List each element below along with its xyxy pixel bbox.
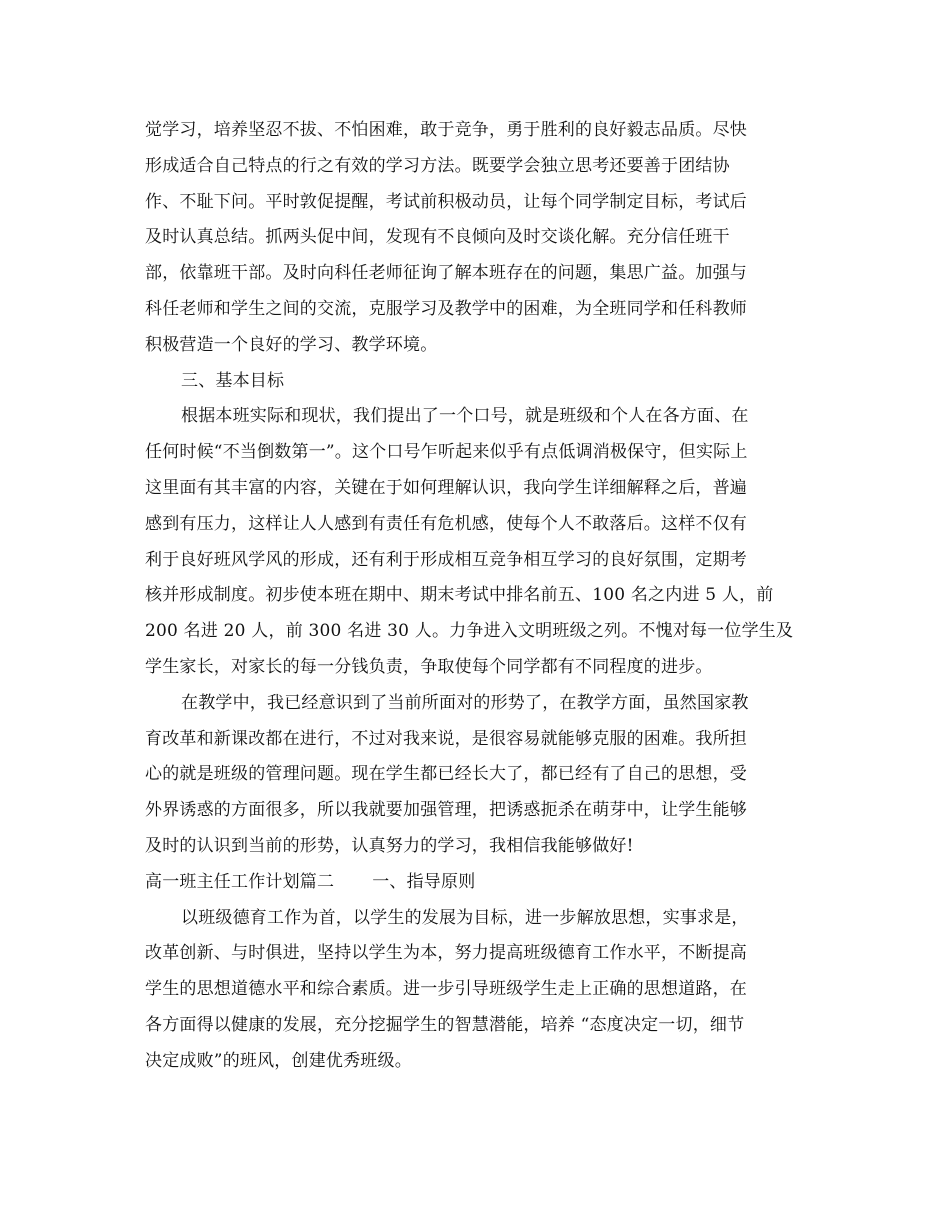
paragraph-line: 科任老师和学生之间的交流，克服学习及教学中的困难，为全班同学和任科教师 xyxy=(145,298,747,319)
paragraph-line: 根据本班实际和现状，我们提出了一个口号，就是班级和个人在各方面、在 xyxy=(181,406,749,427)
document-body xyxy=(145,113,810,1080)
paragraph-line: 觉学习，培养坚忍不拔、不怕困难，敢于竞争，勇于胜利的良好毅志品质。尽快 xyxy=(145,120,747,140)
paragraph-line: 外界诱惑的方面很多，所以我就要加强管理，把诱惑扼杀在萌芽中，让学生能够 xyxy=(145,800,747,821)
article-title: 高一班主任工作计划篇二 xyxy=(145,871,335,892)
paragraph-line: 核并形成制度。初步使本班在期中、期末考试中排名前五、100 名之内进 5 人，前 xyxy=(145,585,774,606)
paragraph-line: 作、不耻下问。平时敦促提醒，考试前积极动员，让每个同学制定目标，考试后 xyxy=(145,191,747,212)
paragraph-line: 学生家长，对家长的每一分钱负责，争取使每个同学都有不同程度的进步。 xyxy=(145,656,713,677)
paragraph-line: 部，依靠班干部。及时向科任老师征询了解本班存在的问题，集思广益。加强与 xyxy=(145,263,747,284)
paragraph-line: 及时认真总结。抓两头促中间，发现有不良倾向及时交谈化解。充分信任班干 xyxy=(145,227,730,248)
paragraph-line: 积极营造一个良好的学习、教学环境。 xyxy=(145,334,438,355)
paragraph-line: 改革创新、与时俱进，坚持以学生为本，努力提高班级德育工作水平，不断提高 xyxy=(145,943,747,964)
paragraph-line: 形成适合自己特点的行之有效的学习方法。既要学会独立思考还要善于团结协 xyxy=(145,155,730,176)
paragraph-line: 在教学中，我已经意识到了当前所面对的形势了，在教学方面，虽然国家教 xyxy=(181,692,749,713)
paragraph-line: 决定成败”的班风，创建优秀班级。 xyxy=(145,1050,412,1071)
paragraph-line: 感到有压力，这样让人人感到有责任有危机感，使每个人不敢落后。这样不仅有 xyxy=(145,513,747,534)
paragraph-line: 200 名进 20 人，前 300 名进 30 人。力争进入文明班级之列。不愧对每一位学生及 xyxy=(145,621,794,642)
section-heading-guiding-principles: 一、指导原则 xyxy=(372,871,476,892)
paragraph-line: 心的就是班级的管理问题。现在学生都已经长大了，都已经有了自己的思想，受 xyxy=(145,764,747,785)
paragraph-line: 各方面得以健康的发展，充分挖掘学生的智慧潜能，培养 “态度决定一切，细节 xyxy=(145,1014,745,1035)
article-heading-row xyxy=(145,865,810,901)
paragraph-line: 这里面有其丰富的内容，关键在于如何理解认识，我向学生详细解释之后，普遍 xyxy=(145,477,747,498)
paragraph-line: 育改革和新课改都在进行，不过对我来说，是很容易就能够克服的困难。我所担 xyxy=(145,728,747,749)
paragraph-line: 利于良好班风学风的形成，还有利于形成相互竞争相互学习的良好氛围，定期考 xyxy=(145,549,747,570)
paragraph-line: 任何时候“不当倒数第一”。这个口号乍听起来似乎有点低调消极保守，但实际上 xyxy=(145,442,748,463)
paragraph-line: 学生的思想道德水平和综合素质。进一步引导班级学生走上正确的思想道路，在 xyxy=(145,979,747,1000)
paragraph-line: 以班级德育工作为首，以学生的发展为目标，进一步解放思想，实事求是， xyxy=(181,907,749,928)
paragraph-line: 及时的认识到当前的形势，认真努力的学习，我相信我能够做好! xyxy=(145,835,634,856)
section-heading-basic-goals: 三、基本目标 xyxy=(181,370,285,391)
